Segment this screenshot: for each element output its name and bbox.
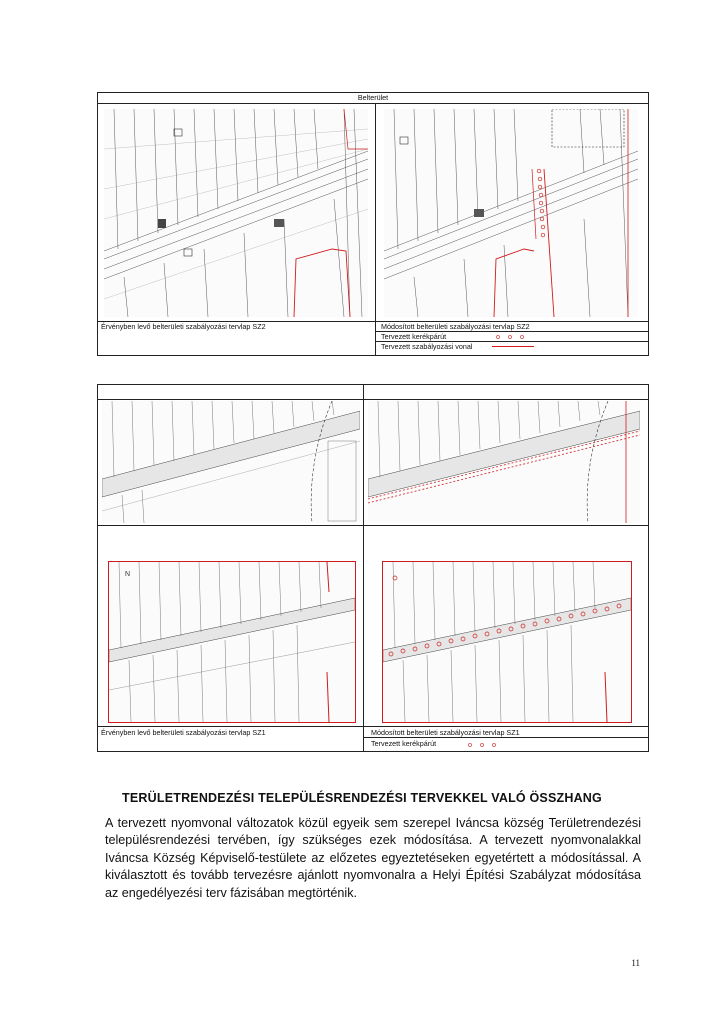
section-heading: TERÜLETRENDEZÉSI TELEPÜLÉSRENDEZÉSI TERVEKKEL VALÓ ÖSSZHANG <box>122 791 602 805</box>
map-sz1-top-modified <box>368 401 640 523</box>
map-table-sz1 <box>97 384 649 752</box>
circles-symbol: o o o <box>468 740 499 749</box>
legend-bike-path-symbol-sz1 <box>468 740 499 749</box>
left-caption-sz1: Érvényben levő belterületi szabályozási tervlap SZ1 <box>101 728 266 737</box>
legend-regulation-line: Tervezett szabályozási vonal <box>381 342 473 351</box>
legend-bike-path-sz1: Tervezett kerékpárút <box>371 739 437 748</box>
map-table-sz2 <box>97 92 649 356</box>
map-sz1-bottom-modified <box>382 561 632 723</box>
legend-red-line-symbol <box>492 346 534 347</box>
legend-bike-path: Tervezett kerékpárút <box>381 332 447 341</box>
map-sz1-top-current <box>102 401 360 523</box>
circles-symbol: o o o <box>496 332 527 341</box>
table-header <box>98 93 648 103</box>
map-sz2-modified <box>384 109 638 317</box>
page-number: 11 <box>631 958 640 968</box>
section-paragraph: A tervezett nyomvonal változatok közül egyeik sem szerepel Iváncsa község Területrendezési településrendezési tervében, így szükséges ezek módosítása. A tervezett nyomvonalakkal Iváncsa Község Képviselő-testülete az előzetes egyeztetéseken egyetértett a módosítással. A kiválasztott és tovább tervezésre ajánlott nyomvonalra a Helyi Építési Szabályzat módosítása az engedélyezési terv fázisában megtörténik. <box>105 816 641 900</box>
legend-bike-path-symbol <box>496 332 527 341</box>
map-sz1-bottom-current <box>108 561 356 723</box>
right-caption-sz1: Módosított belterületi szabályozási tervlap SZ1 <box>371 728 520 737</box>
left-caption-sz2: Érvényben levő belterületi szabályozási tervlap SZ2 <box>101 322 266 331</box>
right-caption-sz2: Módosított belterületi szabályozási tervlap SZ2 <box>381 322 530 331</box>
svg-text:N: N <box>125 571 131 578</box>
map-sz2-current <box>104 109 368 317</box>
table-header-label: Belterület <box>357 93 389 102</box>
